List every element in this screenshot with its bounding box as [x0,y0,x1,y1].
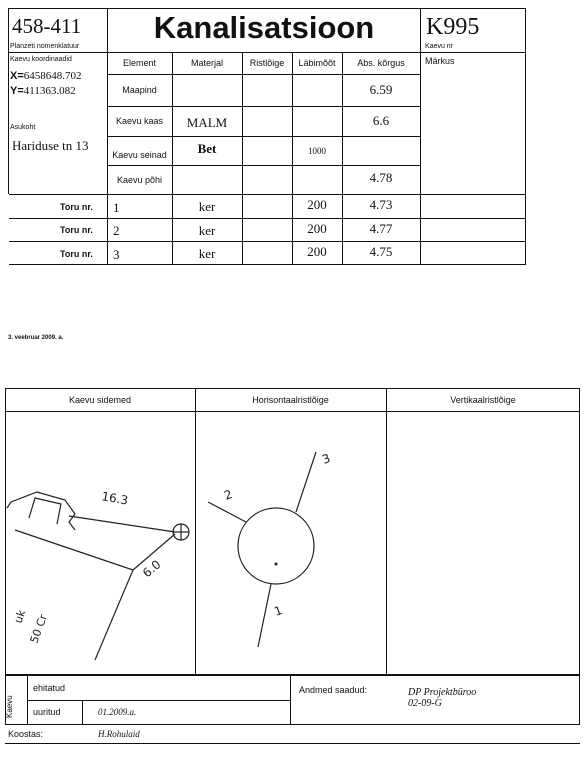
dimension-label-1: 16.3 [100,489,130,508]
row-line [8,218,526,219]
pipe-1-label: 1 [272,603,285,619]
pipe-diameter: 200 [307,220,327,236]
well-center-dot [275,563,278,566]
footer-side-label: Kaevu [5,695,14,718]
col-divider [8,194,9,265]
measured-label: uuritud [33,707,61,717]
source-value-1: DP Projektbüroo [408,687,477,698]
dimension-line-1 [69,516,175,532]
col-title-links: Kaevu sidemed [68,395,132,405]
col-header-diameter: Läbimõõt [298,58,336,68]
row-height: 6.59 [369,82,393,97]
address-caption: Asukoht [10,124,36,131]
pipe-number: 2 [113,223,120,238]
side-note-1: uk [11,608,29,626]
pipe-material: ker [198,222,216,238]
row-element: Kaevu põhi [116,174,163,185]
nomenclature-caption: Planzeti nomenklatuur [10,43,80,50]
pipe-1-line [258,584,271,647]
pipe-label: Toru nr. [60,249,93,259]
footer-divider [290,675,291,725]
header-divider-2 [420,8,421,265]
source-label: Andmed saadud: [299,685,368,695]
links-sketch [5,412,195,674]
pipe-diameter: 200 [307,196,327,212]
nomenclature: 458-411 [12,14,82,38]
col-header-height: Abs. kõrgus [357,58,405,68]
col-header-section: Ristlõige [249,58,285,68]
address: Hariduse tn 13 [12,138,89,153]
row-element: Kaevu seinad [112,150,167,160]
built-label: ehitatud [33,683,66,693]
col-header-material: Materjal [190,58,223,68]
x-value: 6458648.702 [23,70,82,82]
x-label: X= [10,70,24,82]
author-value: H.Rohulaid [98,729,140,739]
dimension-label-2: 6.0 [139,557,164,581]
pipe-material: ker [198,198,216,214]
horizontal-section-sketch [196,412,386,674]
date-note: 3. veebruar 2009. a. [8,335,64,341]
y-value: 411363.082 [23,85,76,97]
footer-bottom-line [5,743,580,744]
pipe-label: Toru nr. [60,202,93,212]
source-value-2: 02-09-G [408,698,442,709]
footer-divider [27,700,290,701]
pipe-2-label: 2 [222,487,235,503]
row-material: Bet [197,141,217,156]
pipe-diameter: 200 [307,244,327,259]
dimension-line-2 [15,530,133,570]
col-header-notes: Märkus [425,56,455,66]
col-header-element: Element [122,58,157,68]
measured-value: 01.2009.a. [98,707,137,717]
pipe-height: 4.77 [369,220,393,236]
pipe-height: 4.75 [369,244,393,259]
y-label: Y= [10,85,24,97]
pipe-height: 4.73 [369,196,393,212]
pipe-material: ker [198,246,216,261]
pipe-2-line [208,502,246,522]
building-outline [7,492,75,530]
coords-caption: Kaevu koordinaadid [10,56,72,63]
row-height: 4.78 [369,169,393,185]
row-element: Kaevu kaas [115,116,164,126]
pipe-3-line [296,452,316,512]
side-note-2: 50 Cr [27,612,50,646]
pipe-number: 3 [113,247,120,262]
row-line [8,194,526,195]
building-corner [29,498,61,524]
well-number: K995 [426,14,480,40]
well-number-caption: Kaevu nr [425,43,454,50]
row-diameter: 1000 [308,145,326,156]
page-title: Kanalisatsioon [153,10,375,45]
row-height: 6.6 [372,113,390,128]
well-circle [238,508,314,584]
x-coordinate [10,70,82,82]
pipe-number: 1 [113,200,120,215]
row-line [8,241,526,242]
pipe-line-down [95,570,133,660]
row-line [107,136,420,137]
author-label: Koostas: [8,729,44,739]
pipe-label: Toru nr. [60,225,93,235]
col-divider [242,52,243,265]
footer-divider [82,700,83,725]
col-title-horizontal: Horisontaalristlõige [252,395,329,405]
col-title-vertical: Vertikaalristlõige [450,395,516,405]
y-coordinate [10,85,76,97]
row-material: MALM [186,115,228,130]
sketch-divider [386,388,387,675]
pipe-3-label: 3 [320,451,333,467]
row-element: Maapind [122,85,157,95]
